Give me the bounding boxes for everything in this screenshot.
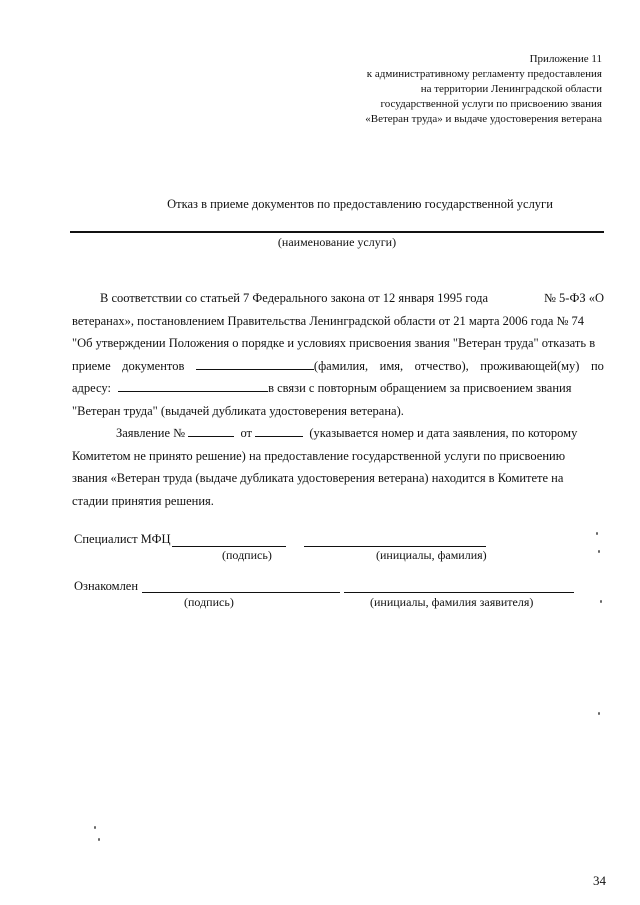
body-text: по <box>590 358 604 373</box>
appendix-line: Приложение 11 <box>529 53 602 65</box>
body-text: в связи с повторным обращением за присвоением звания <box>268 381 572 395</box>
signature-caption: (подпись) <box>184 595 234 609</box>
body-text: проживающей(му) <box>480 358 580 373</box>
body-text: "Ветеран труда" (выдачей дубликата удостоверения ветерана). <box>72 403 404 418</box>
specialist-signature-line <box>172 546 286 547</box>
body-text: Заявление № <box>116 426 186 440</box>
body-line <box>72 400 604 423</box>
appendix-line: на территории Ленинградской области <box>420 83 602 95</box>
body-line <box>72 332 604 355</box>
initials-caption: (инициалы, фамилия) <box>376 548 487 562</box>
body-line <box>72 467 604 490</box>
document-title-text: Отказ в приеме документов по предоставлению государственной услуги <box>167 197 553 211</box>
acquainted-label: Ознакомлен <box>74 579 139 593</box>
document-body <box>72 287 604 512</box>
applicant-name-blank <box>196 355 368 378</box>
body-text: от <box>240 426 252 440</box>
appendix-line: к административному регламенту предоставления <box>366 68 602 80</box>
body-text: отчество), <box>414 358 469 373</box>
body-text: документов <box>122 358 185 373</box>
body-text: адресу: <box>72 381 111 395</box>
scan-speck <box>98 838 100 841</box>
body-text: (фамилия, <box>313 358 369 373</box>
service-name-line <box>70 231 604 233</box>
scan-speck <box>94 826 96 829</box>
application-number-blank <box>188 424 234 437</box>
application-date-blank <box>255 424 303 437</box>
body-line <box>72 287 604 310</box>
body-text: В соответствии со статьей 7 Федерального закона от 12 января 1995 года <box>100 291 488 305</box>
service-name-caption: (наименование услуги) <box>277 235 397 249</box>
applicant-initials-line <box>344 592 574 593</box>
signature-caption: (подпись) <box>222 548 272 562</box>
body-line <box>72 422 604 445</box>
scan-speck <box>600 600 602 603</box>
scan-speck <box>598 550 600 553</box>
body-text: (указывается номер и дата заявления, по которому <box>309 426 578 440</box>
appendix-header <box>365 52 602 127</box>
body-text: стадии принятия решения. <box>72 493 214 508</box>
body-line <box>72 490 604 513</box>
body-text: Комитетом не принято решение) на предоставление государственной услуги по присвоению <box>72 448 566 463</box>
appendix-line: государственной услуги по присвоению звания <box>380 98 602 110</box>
body-text: имя, <box>379 358 404 373</box>
body-text: "Об утверждении Положения о порядке и условиях присвоения звания "Ветеран труда" отказать в <box>72 336 596 350</box>
specialist-label: Специалист МФЦ <box>74 532 171 546</box>
applicant-initials-caption: (инициалы, фамилия заявителя) <box>370 595 534 609</box>
body-line <box>72 310 604 333</box>
appendix-line: «Ветеран труда» и выдаче удостоверения ветерана <box>365 113 602 125</box>
address-blank <box>118 379 268 392</box>
body-text: ветеранах», постановлением Правительства Ленинградской области от 21 марта 2006 года № 74 <box>72 313 585 328</box>
document-title <box>0 197 640 212</box>
specialist-initials-line <box>304 546 486 547</box>
page-number: 34 <box>593 873 606 888</box>
body-text: № 5-ФЗ «О <box>543 291 604 305</box>
body-text: приеме <box>72 358 111 373</box>
body-line <box>72 445 604 468</box>
scan-speck <box>598 712 600 715</box>
scan-speck <box>596 532 598 535</box>
body-text: звания «Ветеран труда (выдаче дубликата удостоверения ветерана) находится в Комитете на <box>72 471 564 485</box>
body-line <box>72 355 604 378</box>
body-line <box>72 377 604 400</box>
acquainted-signature-line <box>142 592 340 593</box>
